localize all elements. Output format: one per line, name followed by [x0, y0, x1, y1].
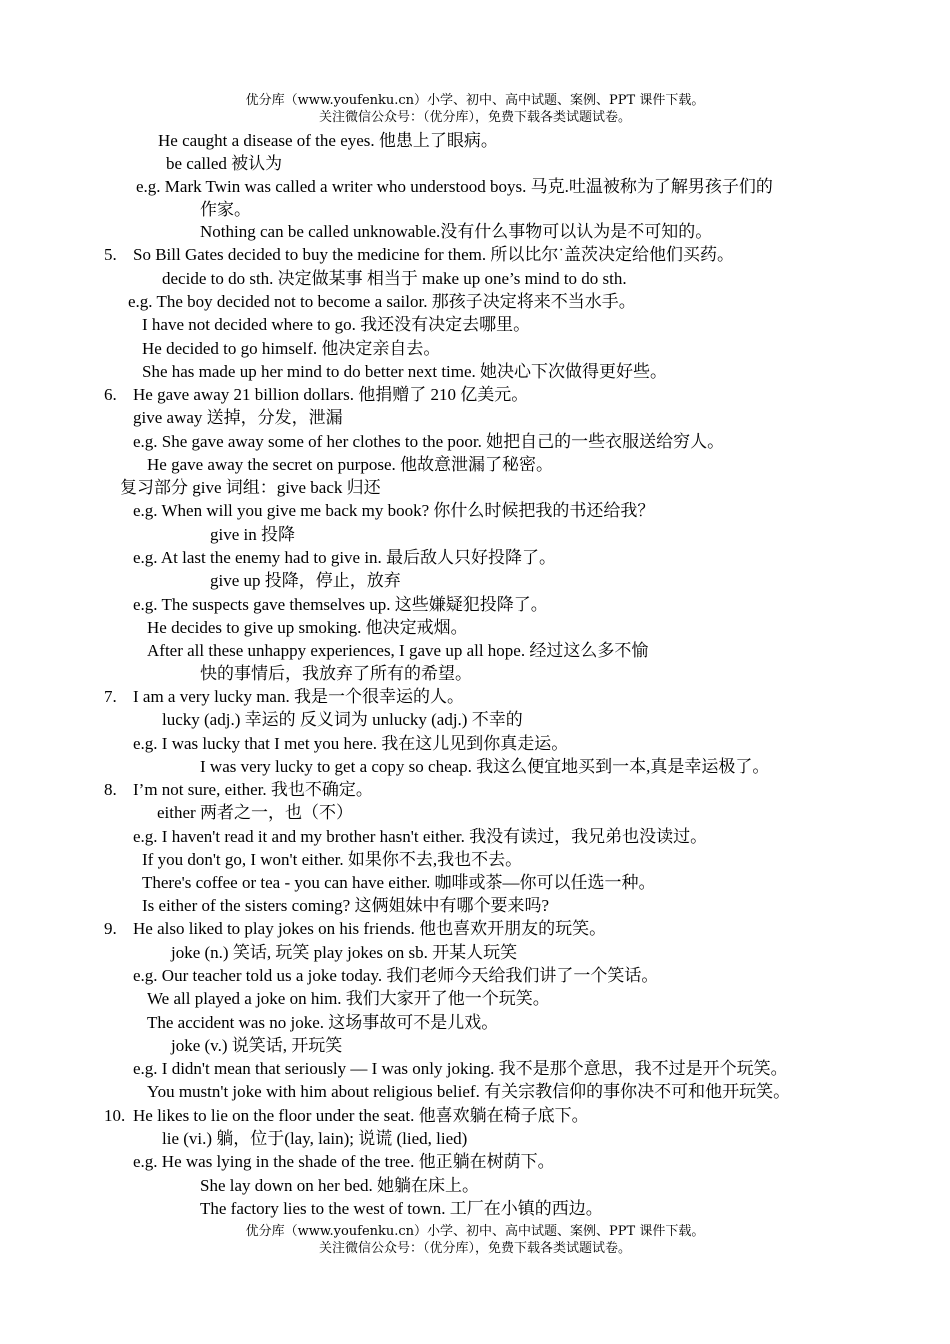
item-number-10: 10. [104, 1106, 126, 1125]
banner-line-2: 关注微信公众号：（优分库），免费下载各类试题试卷。 [318, 110, 631, 125]
text-line: e.g. Mark Twin was called a writer who understood boys. 马克.吐温被称为了解男孩子们的 [136, 177, 773, 196]
text-line: give away 送掉，分发，泄漏 [133, 408, 343, 427]
text-line: be called 被认为 [166, 154, 283, 173]
banner-line-1: 优分库（www.youfenku.cn）小学、初中、高中试题、案例、PPT 课件下载。 [245, 93, 705, 108]
text-line: She has made up her mind to do better next time. 她决心下次做得更好些。 [142, 362, 668, 381]
text-line: 作家。 [200, 200, 251, 219]
text-line: 快的事情后，我放弃了所有的希望。 [200, 664, 472, 683]
text-line: He likes to lie on the floor under the seat. 他喜欢躺在椅子底下。 [133, 1106, 589, 1125]
text-line: decide to do sth. 决定做某事 相当于 make up one’s mind to do sth. [162, 269, 627, 288]
item-number-6: 6. [104, 385, 117, 404]
text-line: e.g. She gave away some of her clothes to the poor. 她把自己的一些衣服送给穷人。 [133, 432, 725, 451]
text-line: The factory lies to the west of town. 工厂在小镇的西边。 [200, 1199, 603, 1218]
item-number-8: 8. [104, 780, 117, 799]
text-line: So Bill Gates decided to buy the medicine for them. 所以比尔˙盖茨决定给他们买药。 [133, 245, 735, 264]
text-line: He gave away the secret on purpose. 他故意泄漏了秘密。 [147, 455, 554, 474]
item-number-9: 9. [104, 919, 117, 938]
text-line: I am a very lucky man. 我是一个很幸运的人。 [133, 687, 464, 706]
text-line: The accident was no joke. 这场事故可不是儿戏。 [147, 1013, 499, 1032]
text-line: 复习部分 give 词组：give back 归还 [120, 478, 381, 497]
text-line: joke (n.) 笑话, 玩笑 play jokes on sb. 开某人玩笑 [171, 943, 518, 962]
text-line: I have not decided where to go. 我还没有决定去哪里。 [142, 315, 531, 334]
text-line: e.g. When will you give me back my book? 你什么时候把我的书还给我？ [133, 501, 655, 520]
text-line: He gave away 21 billion dollars. 他捐赠了 210 亿美元。 [133, 385, 529, 404]
item-number-7: 7. [104, 687, 117, 706]
text-line: I was very lucky to get a copy so cheap. 我这么便宜地买到一本,真是幸运极了。 [200, 757, 770, 776]
text-line: e.g. The boy decided not to become a sailor. 那孩子决定将来不当水手。 [128, 292, 636, 311]
text-line: You mustn't joke with him about religious belief. 有关宗教信仰的事你决不可和他开玩笑。 [147, 1082, 791, 1101]
text-line: e.g. At last the enemy had to give in. 最后敌人只好投降了。 [133, 548, 557, 567]
header-watermark [0, 92, 950, 126]
text-line: lucky (adj.) 幸运的 反义词为 unlucky (adj.) 不幸的 [162, 710, 523, 729]
text-line: give in 投降 [210, 525, 295, 544]
item-number-5: 5. [104, 245, 117, 264]
text-line: either 两者之一，也（不） [157, 803, 353, 822]
text-line: lie (vi.) 躺，位于(lay, lain); 说谎 (lied, lied) [162, 1129, 468, 1148]
text-line: e.g. Our teacher told us a joke today. 我们老师今天给我们讲了一个笑话。 [133, 966, 659, 985]
text-line: joke (v.) 说笑话, 开玩笑 [171, 1036, 343, 1055]
text-line: We all played a joke on him. 我们大家开了他一个玩笑。 [147, 989, 550, 1008]
text-line: e.g. The suspects gave themselves up. 这些嫌疑犯投降了。 [133, 595, 548, 614]
text-line: He also liked to play jokes on his friends. 他也喜欢开朋友的玩笑。 [133, 919, 607, 938]
text-line: Nothing can be called unknowable.没有什么事物可以认为是不可知的。 [200, 222, 713, 241]
text-line: He decides to give up smoking. 他决定戒烟。 [147, 618, 468, 637]
text-line: Is either of the sisters coming? 这俩姐妹中有哪个要来吗? [142, 896, 549, 915]
text-line: He decided to go himself. 他决定亲自去。 [142, 339, 441, 358]
text-line: e.g. I didn't mean that seriously — I was only joking. 我不是那个意思，我不过是开个玩笑。 [133, 1059, 788, 1078]
text-line: give up 投降，停止，放弃 [210, 571, 401, 590]
footer-watermark [0, 1223, 950, 1257]
text-line: He caught a disease of the eyes. 他患上了眼病。 [158, 131, 498, 150]
banner-line-1: 优分库（www.youfenku.cn）小学、初中、高中试题、案例、PPT 课件下载。 [245, 1224, 705, 1239]
text-line: e.g. He was lying in the shade of the tree. 他正躺在树荫下。 [133, 1152, 555, 1171]
text-line: There's coffee or tea - you can have either. 咖啡或茶—你可以任选一种。 [142, 873, 656, 892]
text-line: She lay down on her bed. 她躺在床上。 [200, 1176, 480, 1195]
text-line: If you don't go, I won't either. 如果你不去,我也不去。 [142, 850, 523, 869]
text-line: After all these unhappy experiences, I gave up all hope. 经过这么多不愉 [147, 641, 649, 660]
text-line: e.g. I haven't read it and my brother hasn't either. 我没有读过，我兄弟也没读过。 [133, 827, 708, 846]
banner-line-2: 关注微信公众号：（优分库），免费下载各类试题试卷。 [318, 1241, 631, 1256]
text-line: e.g. I was lucky that I met you here. 我在这儿见到你真走运。 [133, 734, 569, 753]
text-line: I’m not sure, either. 我也不确定。 [133, 780, 373, 799]
